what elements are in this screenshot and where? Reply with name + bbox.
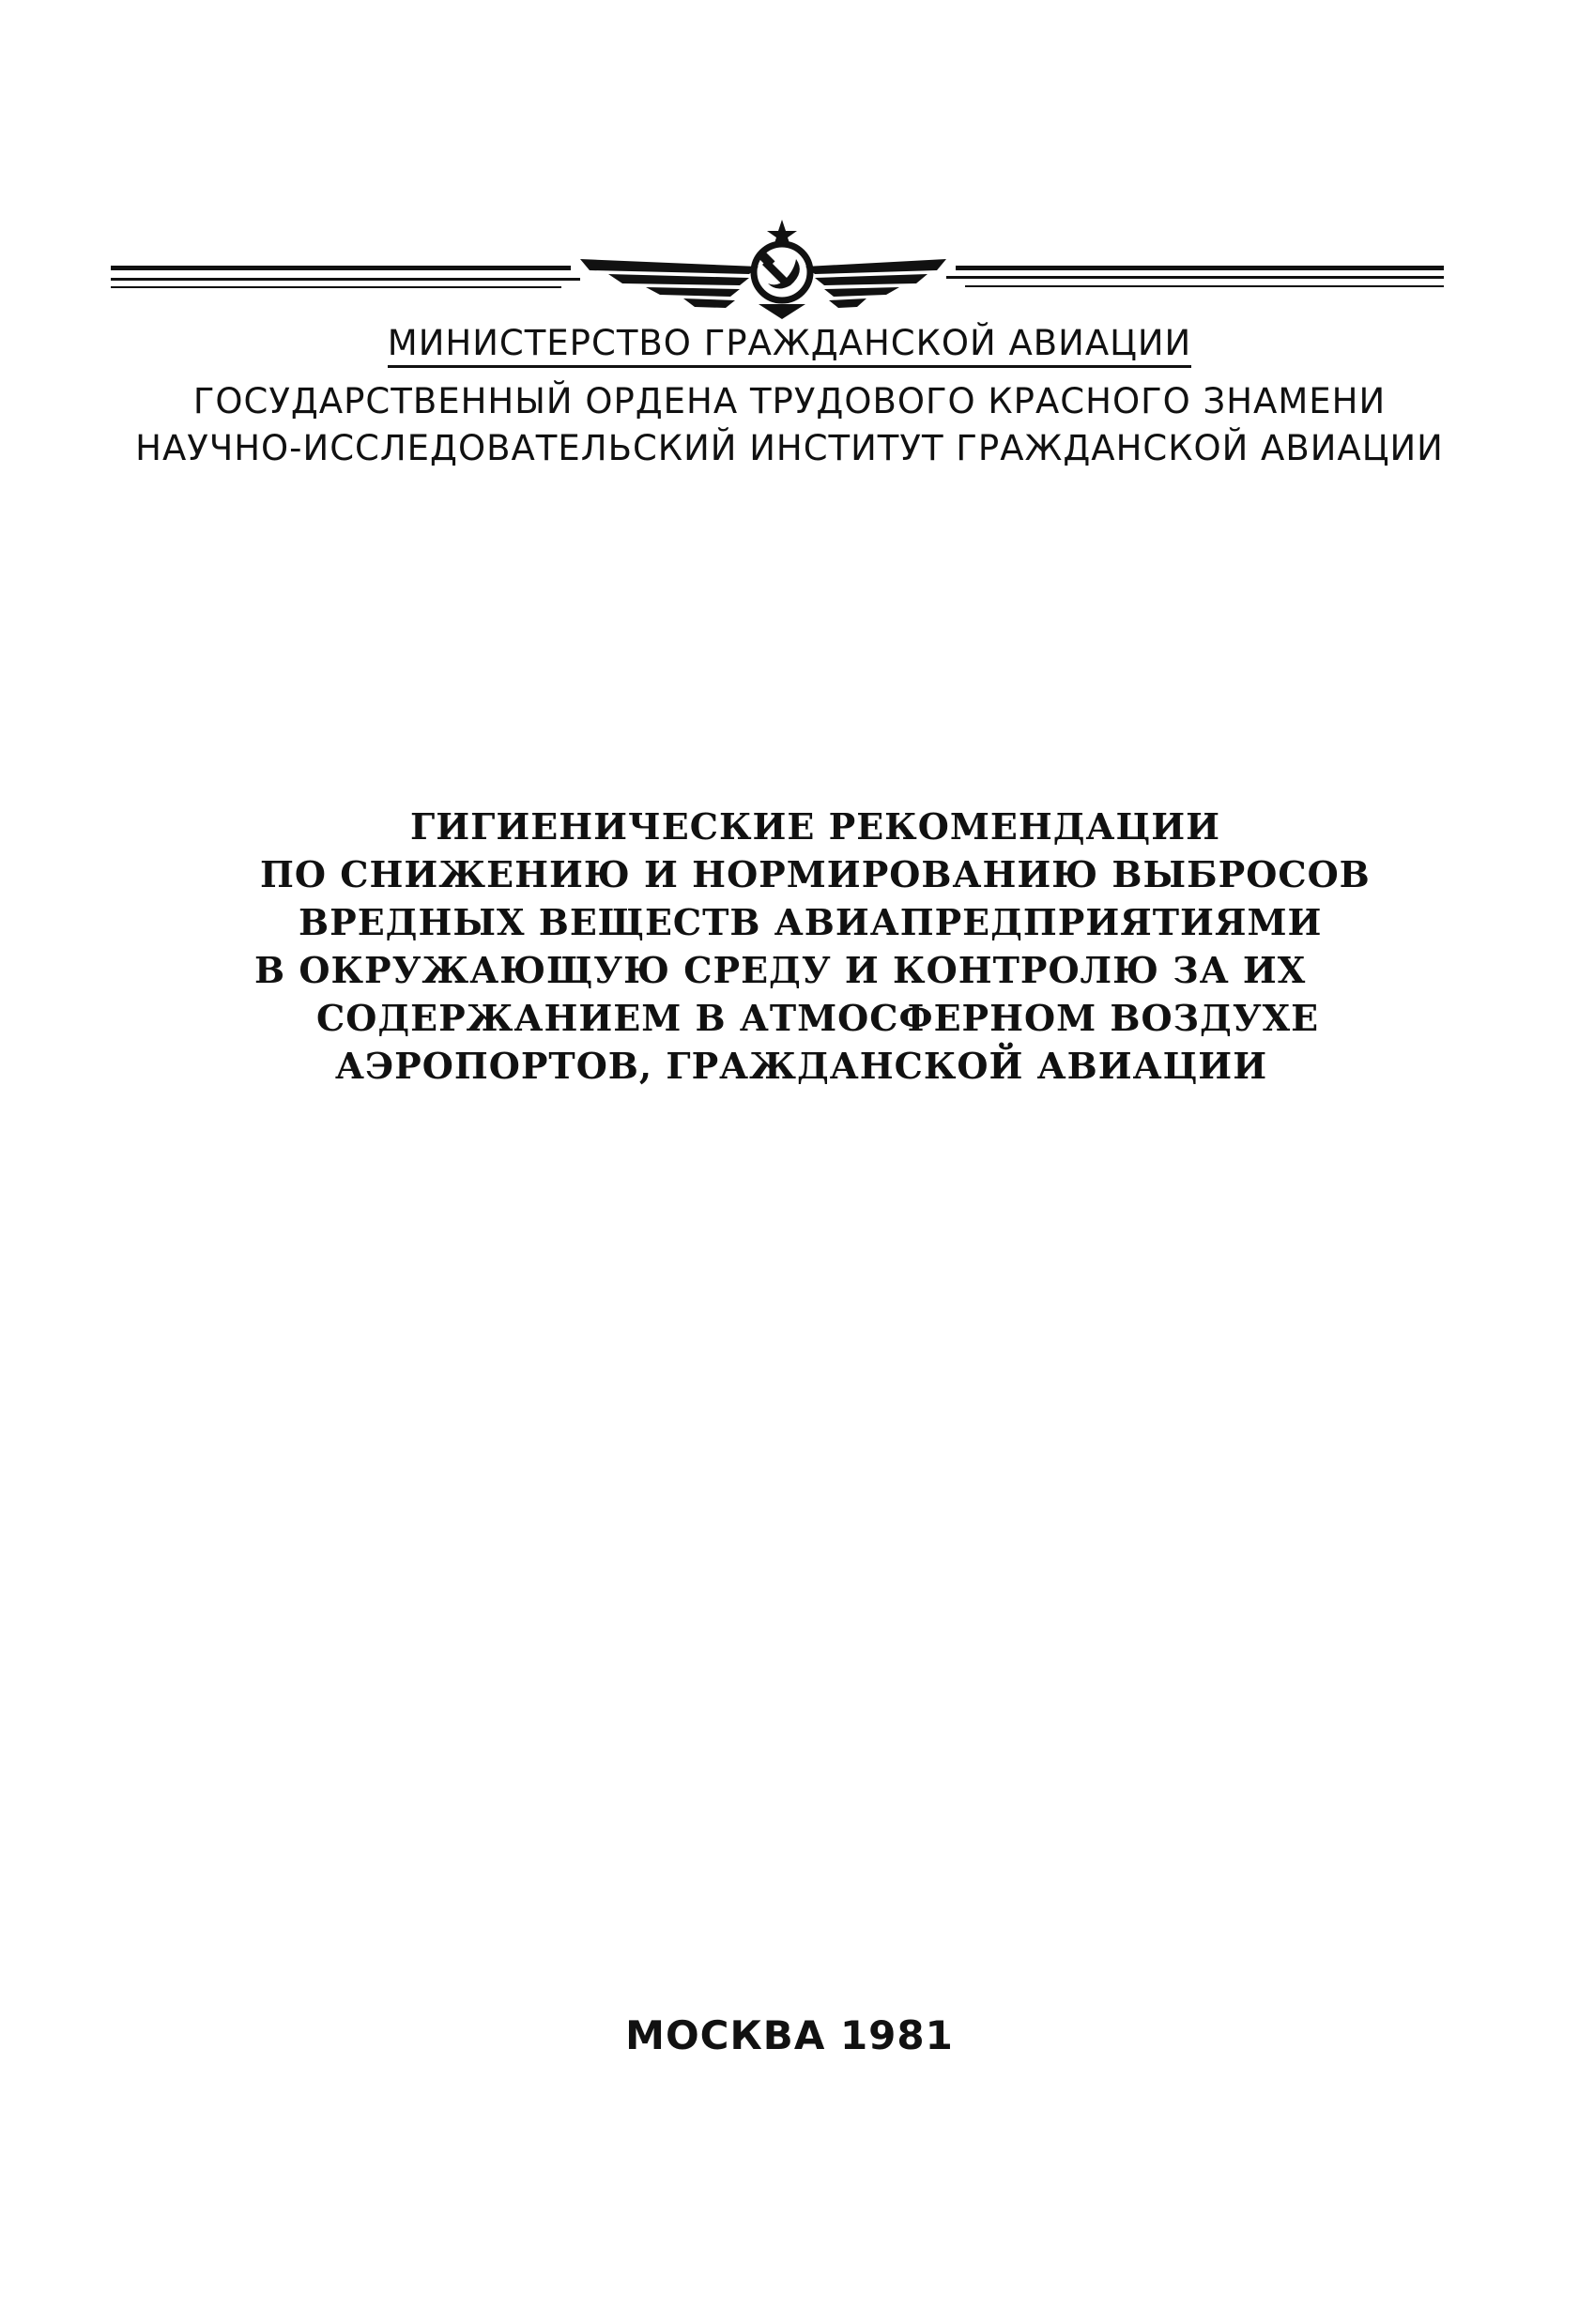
institute-line-1: ГОСУДАРСТВЕННЫЙ ОРДЕНА ТРУДОВОГО КРАСНОГО ЗНАМЕНИ [192, 381, 1387, 421]
title-line-2: ПО СНИЖЕНИЮ И НОРМИРОВАНИЮ ВЫБРОСОВ [260, 853, 1371, 895]
title-line-4: В ОКРУЖАЮЩУЮ СРЕДУ И КОНТРОЛЮ ЗА ИХ [254, 949, 1307, 991]
emblem-band [111, 214, 1444, 327]
ministry-name-text: МИНИСТЕРСТВО ГРАЖДАНСКОЙ АВИАЦИИ [388, 323, 1191, 368]
winged-hammer-sickle-emblem-icon [111, 214, 1444, 327]
ministry-name [0, 323, 1579, 363]
institute-line-2: НАУЧНО-ИССЛЕДОВАТЕЛЬСКИЙ ИНСТИТУТ ГРАЖДАНСКОЙ АВИАЦИИ [135, 428, 1444, 468]
title-line-1: ГИГИЕНИЧЕСКИЕ РЕКОМЕНДАЦИИ [410, 805, 1221, 848]
title-line-6: АЭРОПОРТОВ, ГРАЖДАНСКОЙ АВИАЦИИ [335, 1045, 1268, 1087]
publication-place-year: МОСКВА 1981 [625, 2012, 954, 2058]
title-line-5: СОДЕРЖАНИЕМ В АТМОСФЕРНОМ ВОЗДУХЕ [316, 997, 1320, 1039]
title-line-3: ВРЕДНЫХ ВЕЩЕСТВ АВИАПРЕДПРИЯТИЯМИ [299, 901, 1323, 943]
